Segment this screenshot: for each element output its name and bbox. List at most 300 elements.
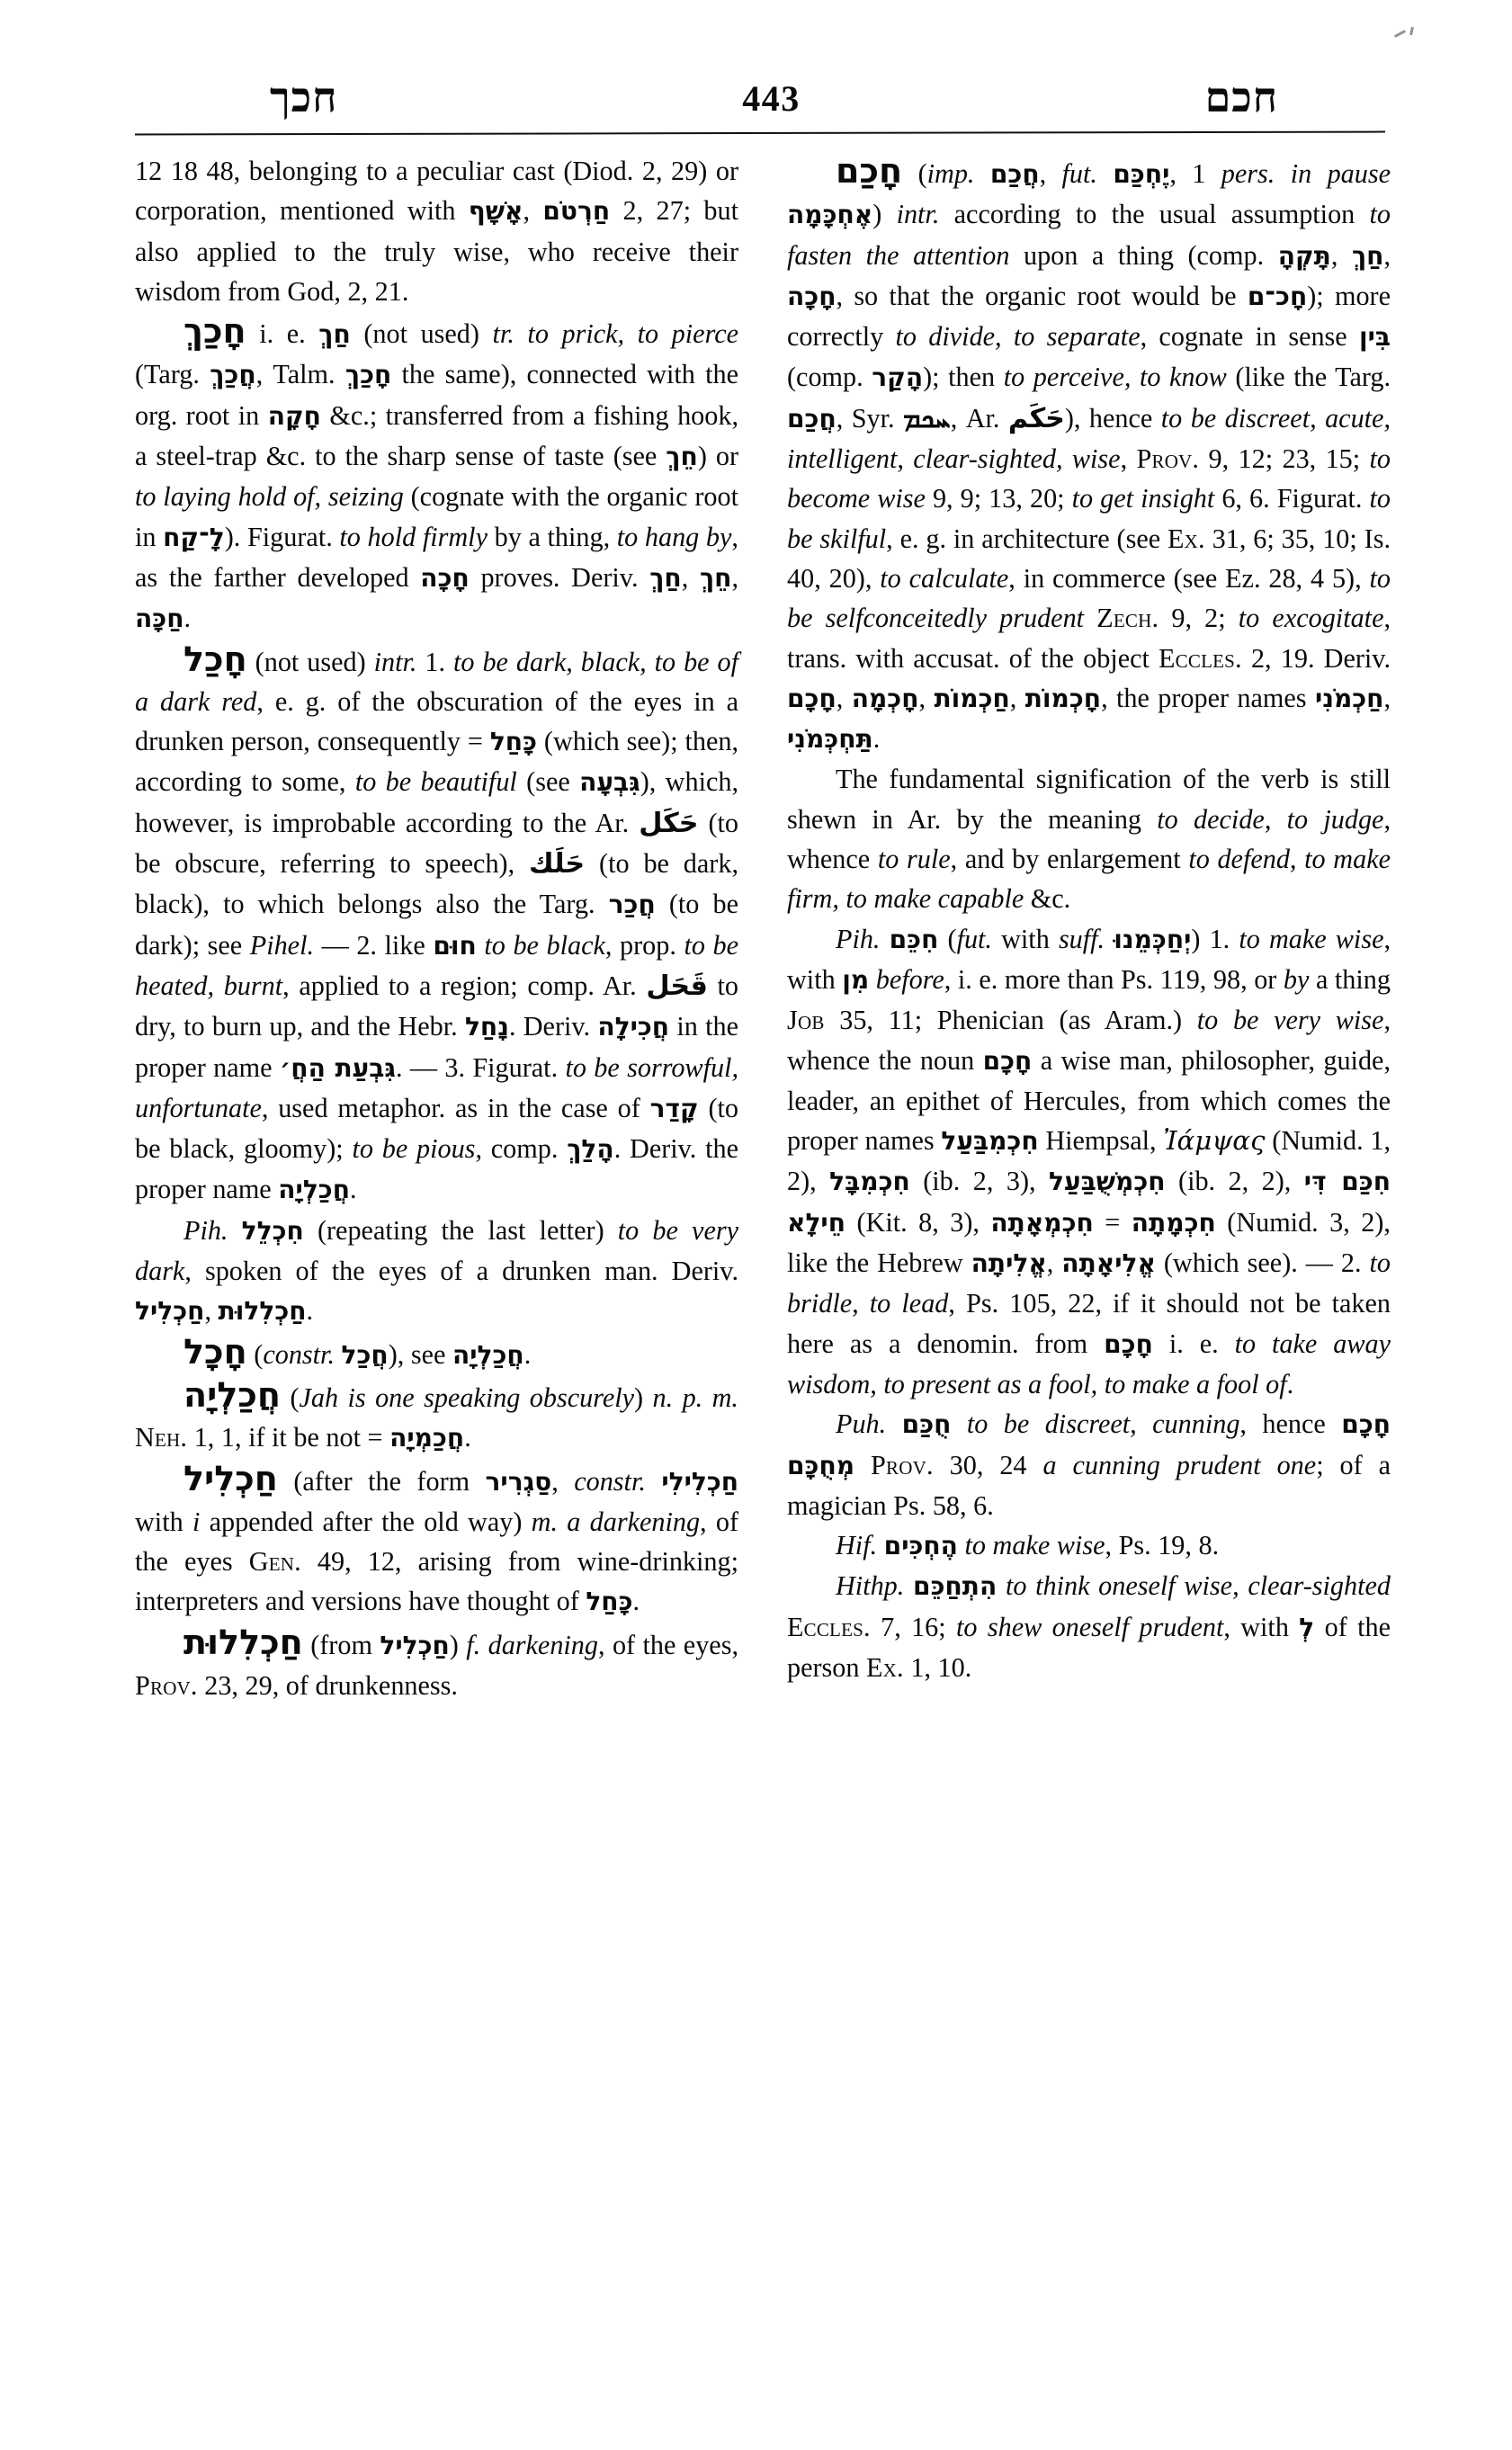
text-run: (see [516, 766, 580, 798]
hebrew-word: חֲכַךְ [210, 360, 256, 390]
scripture-reference: Job [787, 1005, 825, 1036]
italic-gloss: to calculate [880, 562, 1009, 594]
hebrew-word: חִכְלֵל [241, 1215, 304, 1246]
italic-gloss: Pihel. [249, 929, 315, 961]
italic-gloss: before [875, 963, 944, 995]
italic-gloss: to be heated, burnt [135, 929, 738, 1001]
entry-headword: חֲכַלְיָה [183, 1374, 282, 1415]
italic-gloss: to be dark, black, to be of a dark red [135, 646, 739, 717]
lexicon-paragraph [787, 919, 1391, 1405]
hebrew-word: חַכְלִלוּת [218, 1296, 307, 1327]
column-right [787, 151, 1391, 1705]
italic-gloss: fut. [1061, 158, 1097, 189]
entry-headword: חָכַם [836, 151, 903, 191]
text-run: , i. e. more than Ps. 119, 98, or [944, 963, 1284, 995]
italic-gloss: to excogitate [1238, 603, 1384, 634]
greek-word: Ἰάμψας [1163, 1125, 1266, 1157]
hebrew-word: הָלַךְ [567, 1134, 614, 1165]
hebrew-word: חֵךְ [699, 562, 732, 593]
hebrew-word: כָּחַל [586, 1587, 633, 1617]
text-run: to dry, to burn up, and the Hebr. [135, 970, 739, 1042]
hebrew-word: חָקָה [267, 400, 321, 431]
hebrew-word: חַכְלִיל [135, 1296, 205, 1327]
hebrew-word: לָ־קַח [163, 522, 225, 552]
italic-gloss: imp. [926, 158, 975, 189]
text-run [854, 1450, 871, 1480]
text-run: , [551, 1465, 575, 1497]
text-run: 35, 11; Phenician (as Aram.) [824, 1005, 1197, 1036]
hebrew-word: סַגְרִיר [485, 1466, 552, 1497]
lexicon-paragraph [135, 311, 738, 639]
text-run: . [306, 1295, 314, 1327]
hebrew-word: אָשָׁף [468, 196, 523, 227]
hebrew-word: חֲכִילָה [597, 1012, 670, 1042]
hebrew-word: גִּבְעָה [579, 767, 640, 798]
entry-headword: חָכַךְ [183, 311, 246, 352]
text-run: (Targ. [135, 359, 210, 390]
italic-gloss: to be discreet, acute, intelligent, clear-sighted, wise [787, 402, 1391, 475]
text-run: . [1286, 1368, 1294, 1399]
text-run: (repeating the last letter) [303, 1214, 618, 1246]
text-run: ( [938, 923, 957, 954]
text-run: , [731, 561, 739, 593]
text-run: with [991, 923, 1059, 954]
text-run: (ib. 2, 3), [909, 1166, 1049, 1197]
text-run: , and by enlargement [950, 844, 1189, 875]
text-run: (to be obscure, referring to speech), [135, 807, 738, 880]
text-run: (from [302, 1629, 380, 1660]
lexicon-paragraph [787, 1525, 1391, 1566]
lexicon-paragraph [787, 759, 1391, 918]
arabic-word: قَحَل [646, 970, 708, 1002]
text-run: , of the eyes, [598, 1629, 738, 1660]
text-run: (Numid. 3, 2), like the Hebrew [787, 1206, 1391, 1279]
italic-gloss: Jah is one speaking obscurely [299, 1381, 635, 1413]
italic-gloss: to shew oneself prudent [956, 1611, 1224, 1642]
arabic-word: حَكَل [639, 807, 699, 839]
hebrew-word: תָּקְהָ [1277, 240, 1331, 271]
text-run: &c. [1024, 883, 1071, 915]
hebrew-word: יֶחְכַּם [1113, 159, 1170, 189]
text-run: , [836, 682, 852, 713]
text-run: proves. Deriv. [469, 561, 650, 593]
text-run: ); then [923, 362, 1004, 393]
text-run: , [1330, 239, 1352, 271]
text-run: upon a thing (comp. [1009, 239, 1278, 271]
italic-gloss: to be pious [352, 1133, 476, 1165]
text-run [1084, 603, 1096, 633]
hebrew-word: חֲכַמְיָה [389, 1423, 465, 1453]
text-run: 9, 9; 13, 20; [925, 483, 1072, 514]
text-run: ( [902, 158, 927, 189]
entry-headword: חָכַל [183, 639, 247, 679]
text-run: (after the form [277, 1465, 486, 1497]
hebrew-word: חֻכַּם [901, 1409, 952, 1440]
hebrew-word: חַכְלִיל [380, 1630, 450, 1660]
hebrew-word: חַרְטֹם [542, 196, 611, 227]
hebrew-word: חֲכַלְיָה [452, 1339, 524, 1370]
text-body [135, 151, 1391, 1705]
text-run: , 1 [1169, 158, 1221, 189]
hebrew-word: חִכְמִבַּעַל [941, 1126, 1039, 1157]
text-run: (cognate with the organic root in [135, 481, 738, 552]
italic-gloss: to make wise [964, 1530, 1105, 1561]
text-run: 2, 19. Deriv. [1241, 642, 1391, 674]
text-run: , [1120, 443, 1137, 475]
running-head-left-catchword: חכך [270, 75, 338, 121]
running-head [135, 63, 1377, 119]
text-run: (ib. 2, 2), [1165, 1166, 1304, 1197]
italic-gloss: to take away wisdom, to present as a fool, to make a fool of [787, 1328, 1391, 1399]
text-run: . Deriv. the proper name [135, 1133, 739, 1205]
hebrew-word: חֲכַל [341, 1339, 389, 1370]
text-run: The fundamental signification of the verb is still shewn in Ar. by the meaning [787, 764, 1391, 835]
hebrew-word: לְ [1299, 1612, 1315, 1642]
text-run: ), which, however, is improbable according to the Ar. [135, 766, 739, 838]
italic-gloss: to be skilful [787, 483, 1391, 554]
hebrew-word: הִתְחַכֵּם [913, 1571, 998, 1602]
hebrew-word: הֶחְכִּים [883, 1531, 958, 1561]
text-run: (comp. [787, 362, 872, 393]
hebrew-word: נָחַל [464, 1012, 509, 1042]
text-run [869, 964, 876, 995]
text-run: — 2. like [314, 929, 434, 961]
italic-gloss: to get insight [1071, 483, 1215, 514]
entry-headword: חַכְלִיל [183, 1458, 278, 1498]
text-run [886, 1408, 901, 1439]
text-run: , of the eyes [135, 1506, 739, 1578]
italic-gloss: Hif. [836, 1530, 878, 1561]
text-run: i. e. [246, 318, 319, 350]
hebrew-word: חֵךְ [666, 442, 698, 472]
hebrew-word: חַךְ [318, 319, 351, 350]
text-run: , Ps. 105, 22, if it should not be taken here as a denomin. from [787, 1288, 1391, 1359]
scripture-reference: Ex. [1168, 523, 1205, 554]
hebrew-word: חִכְמְאָתָה [990, 1207, 1094, 1238]
italic-gloss: to be very wise [1196, 1005, 1384, 1036]
lexicon-paragraph [135, 1375, 738, 1459]
hebrew-word: חָכָם [1104, 1328, 1153, 1359]
italic-gloss: tr. to prick, to pierce [492, 318, 738, 350]
hebrew-word: אֶחְכָּמָה [787, 200, 873, 230]
text-run: , whence [787, 803, 1391, 875]
text-run: , Ar. [950, 402, 1008, 434]
hebrew-word: גִּבְעַת הַחֲ׳ [279, 1052, 396, 1083]
text-run: (which see). — 2. [1155, 1247, 1370, 1279]
text-run [951, 1408, 966, 1439]
lexicon-paragraph [135, 1623, 738, 1706]
italic-gloss: intr. [373, 646, 417, 677]
text-run: . [523, 1338, 532, 1370]
hebrew-word: חָכַךְ [344, 360, 392, 390]
header-rule [135, 131, 1385, 136]
text-run: 1. [416, 646, 454, 677]
text-run [877, 1530, 884, 1560]
text-run: ) or [697, 441, 739, 472]
text-run: (Kit. 8, 3), [845, 1206, 991, 1238]
hebrew-word: חוּם [433, 930, 477, 961]
hebrew-word: חַכָּה [135, 604, 184, 634]
italic-gloss: Hithp. [836, 1570, 905, 1602]
scripture-reference: Ex. [866, 1651, 904, 1683]
italic-gloss: constr. [263, 1338, 335, 1370]
hebrew-word: אֱלִיאָתָה [1061, 1248, 1156, 1279]
text-run: (Numid. 1, 2), [787, 1125, 1391, 1197]
italic-gloss: to laying hold of, seizing [135, 481, 404, 513]
lexicon-paragraph [135, 151, 738, 311]
text-run: ), see [388, 1338, 452, 1370]
text-run: in the proper name [135, 1011, 738, 1083]
entry-headword: חָכָל [183, 1331, 247, 1372]
scripture-reference: Prov. [135, 1669, 198, 1701]
text-run: , cognate in sense [1140, 321, 1359, 353]
text-run: 6, 6. Figurat. [1214, 483, 1370, 514]
lexicon-paragraph [787, 1566, 1391, 1687]
scripture-reference: Prov. [1136, 443, 1200, 475]
text-run: . Deriv. [508, 1011, 598, 1042]
text-run: , used metaphor. as in the case of [261, 1092, 650, 1123]
entry-headword: חַכְלִלוּת [183, 1622, 303, 1662]
page-number: 443 [742, 78, 801, 119]
text-run: ) [449, 1629, 467, 1660]
hebrew-word: חִכֵּם [889, 924, 939, 954]
italic-gloss: to be selfconceitedly prudent [787, 562, 1391, 634]
hebrew-word: חֲכַם [989, 159, 1040, 189]
italic-gloss: by [1283, 963, 1310, 995]
text-run [997, 1570, 1006, 1601]
hebrew-word: חַךְ [649, 562, 682, 593]
text-run: 30, 24 [933, 1449, 1043, 1480]
hebrew-word: חָכְמָה [851, 683, 919, 713]
text-run: , [204, 1295, 219, 1327]
text-run: , [1383, 682, 1391, 713]
italic-gloss: n. p. m. [652, 1381, 738, 1413]
text-run: , e. g. of the obscuration of the eyes in a drunken person, consequently = [135, 685, 738, 757]
text-run: , in commerce (see Ez. 28, 4 5), [1008, 562, 1370, 594]
hebrew-word: חִכַּם דִּי חֵילָא [787, 1167, 1391, 1238]
scan-artifact-mark [1394, 30, 1406, 38]
arabic-word: حَكَم [1007, 402, 1065, 434]
text-run: with [135, 1506, 192, 1537]
text-run: (to be dark); see [135, 889, 738, 961]
text-run: . [350, 1174, 357, 1205]
text-run: , spoken of the eyes of a drunken man. Deriv. [184, 1256, 738, 1287]
scripture-reference: Gen. [248, 1546, 301, 1578]
hebrew-word: חָכָם [787, 683, 837, 713]
hebrew-word: חָכָם מְחֻכָּם [787, 1409, 1391, 1480]
text-run: by a thing, [487, 521, 617, 552]
text-run: (to be black, gloomy); [135, 1092, 738, 1165]
scripture-reference: Neh. [135, 1422, 188, 1453]
text-run: , prop. [604, 929, 684, 961]
italic-gloss: to decide, to judge [1157, 803, 1384, 835]
scripture-reference: Eccles. [787, 1611, 871, 1642]
text-run: 31, 6; 35, 10; Is. 40, 20), [787, 523, 1391, 594]
hebrew-word: מִן [842, 964, 870, 995]
hebrew-word: חָכ־ם [1247, 281, 1308, 311]
scripture-reference: Eccles. [1159, 642, 1242, 674]
italic-gloss: i [192, 1506, 201, 1537]
italic-gloss: to defend, to make firm, to make capable [787, 844, 1391, 915]
hebrew-word: חֲכַם [787, 403, 837, 434]
hebrew-word: חַכְמֹנִי [1314, 683, 1384, 713]
text-run: 9, 2; [1159, 603, 1239, 634]
text-run: , [681, 561, 700, 593]
italic-gloss: intr. [896, 199, 940, 230]
text-run: ( [281, 1381, 300, 1413]
text-run: , trans. with accusat. of the object [787, 603, 1391, 674]
text-run: 1, 1, if it be not = [187, 1422, 390, 1453]
lexicon-paragraph [135, 1211, 738, 1332]
column-left [135, 151, 738, 1705]
text-run: , Talm. [255, 359, 345, 390]
text-run [958, 1530, 965, 1560]
hebrew-word: חַכְלִילִי [661, 1466, 739, 1497]
italic-gloss: f. darkening [466, 1629, 598, 1660]
text-run: , [523, 195, 543, 227]
lexicon-paragraph [787, 1404, 1391, 1525]
text-run: 23, 29, of drunkenness. [197, 1669, 458, 1701]
text-run: (like the Targ. [1226, 362, 1391, 393]
italic-gloss: a cunning prudent one [1042, 1449, 1317, 1480]
hebrew-word: חֲכַלְיָה [278, 1175, 351, 1205]
scripture-reference: Prov. [871, 1449, 934, 1480]
hebrew-word: תַּחְכְּמֹנִי [787, 724, 873, 755]
text-run: the same), connected with the org. root in [135, 359, 738, 431]
text-run: , whence the noun [787, 1005, 1391, 1076]
text-run: , as the farther developed [135, 521, 738, 593]
text-run: ) 1. [1191, 923, 1239, 954]
italic-gloss: fut. [956, 923, 992, 954]
hebrew-word: בִּין [1358, 322, 1391, 353]
text-run [335, 1339, 342, 1370]
text-run [1097, 158, 1113, 189]
text-run: , [1383, 239, 1391, 271]
text-run [880, 924, 889, 954]
text-run: , [918, 682, 935, 713]
italic-gloss: constr. [574, 1465, 646, 1497]
lexicon-paragraph [787, 151, 1391, 759]
text-run: 49, 12, arising from wine-drinking; interpreters and versions have thought of [135, 1546, 738, 1617]
text-run: , the proper names [1101, 682, 1315, 713]
text-run: 12 18 48, belonging to a peculiar cast (Diod. 2, 29) or corporation, mentioned with [135, 156, 738, 227]
text-run: = [1093, 1206, 1132, 1238]
text-run: ) [872, 199, 897, 230]
syriac-word: ܚܟܡ [903, 402, 951, 434]
hebrew-word: כָּחַל [489, 727, 537, 757]
text-run: a thing [1309, 963, 1391, 995]
italic-gloss: to think oneself wise, clear-sighted [1005, 1570, 1391, 1602]
text-run: , applied to a region; comp. Ar. [282, 970, 647, 1001]
italic-gloss: Pih. [183, 1214, 228, 1246]
italic-gloss: Pih. [836, 923, 881, 954]
hebrew-word: חָכָם [982, 1045, 1033, 1076]
text-run: , hence [1239, 1408, 1342, 1440]
italic-gloss: pers. in pause [1221, 158, 1391, 189]
text-run: (to be dark, black), to which belongs also the Targ. [135, 848, 738, 920]
text-run: of the person [787, 1611, 1391, 1683]
italic-gloss: to rule [877, 844, 951, 875]
text-run: according to the usual assumption [939, 199, 1370, 230]
italic-gloss: to hang by [616, 521, 732, 552]
italic-gloss: to be very dark [135, 1214, 738, 1287]
italic-gloss: to perceive, to know [1003, 362, 1227, 393]
text-run: , e. g. in architecture (see [886, 523, 1168, 554]
hebrew-word: חָכָה [787, 281, 837, 311]
text-run: . [464, 1422, 471, 1453]
italic-gloss: to make wise [1239, 923, 1384, 954]
italic-gloss: to hold firmly [339, 521, 488, 552]
text-run: ). Figurat. [224, 521, 340, 552]
text-run [904, 1570, 913, 1601]
hebrew-word: חִכְמִבָּל [829, 1167, 910, 1197]
text-run [228, 1215, 241, 1246]
hebrew-word: חַכְמוֹת [934, 683, 1010, 713]
text-run: 7, 16; [870, 1611, 957, 1642]
hebrew-word: חֲכַר [608, 890, 656, 920]
text-run: ( [246, 1338, 264, 1370]
hebrew-word: חָכְמוֹת [1024, 683, 1102, 713]
text-run: , Syr. [836, 402, 904, 434]
text-run: ) [634, 1381, 653, 1413]
text-run: . [183, 603, 192, 634]
italic-gloss: to bridle, to lead [787, 1247, 1391, 1319]
text-run: Hiempsal, [1038, 1125, 1164, 1157]
text-run: . [872, 723, 881, 755]
hebrew-word: אֱלִיתָה [971, 1248, 1047, 1279]
text-run: , so that the organic root would be [836, 280, 1248, 311]
hebrew-word: חִכְמָתָה [1131, 1207, 1216, 1238]
text-run: , Ps. 19, 8. [1105, 1530, 1220, 1561]
text-run: (not used) [350, 318, 493, 350]
text-run: ), hence [1064, 402, 1161, 434]
text-run: . [632, 1586, 640, 1617]
italic-gloss: suff. [1058, 923, 1105, 954]
text-run: 1, 10. [903, 1651, 972, 1683]
hebrew-word: הָקַר [872, 362, 924, 393]
hebrew-word: יְחַכְּמֵנוּ [1114, 924, 1192, 954]
italic-gloss: to be beautiful [354, 766, 517, 798]
lexicon-paragraph [135, 639, 738, 1211]
text-run: a wise man, philosopher, guide, leader, an epithet of Hercules, from which comes the proper names [787, 1044, 1391, 1157]
italic-gloss: to divide, to separate [895, 321, 1141, 353]
scan-artifact-mark [1409, 27, 1414, 35]
text-run: 9, 12; 23, 15; [1199, 443, 1370, 475]
lexicon-paragraph [135, 1459, 738, 1623]
text-run: . — 3. Figurat. [395, 1051, 566, 1083]
text-run: appended after the old way) [200, 1506, 532, 1537]
italic-gloss: to be discreet, cunning [966, 1408, 1240, 1440]
text-run: ); more correctly [787, 280, 1391, 353]
text-run: (not used) [246, 646, 374, 677]
italic-gloss: to be black [484, 929, 605, 961]
hebrew-word: חִכְמְשֻׁבַּעַל [1049, 1167, 1166, 1197]
running-head-right-catchword: חכם [1204, 75, 1278, 121]
text-run: (which see); then, according to some, [135, 726, 738, 798]
text-run: &c.; transferred from a fishing hook, a steel-trap &c. to the sharp sense of taste (see [135, 399, 738, 472]
italic-gloss: to fasten the attention [787, 199, 1391, 271]
lexicon-paragraph [135, 1332, 738, 1375]
hebrew-word: קָדַר [649, 1093, 699, 1123]
italic-gloss: to be sorrowful, unfortunate [135, 1051, 738, 1123]
italic-gloss: Puh. [836, 1408, 887, 1440]
text-run: ; of a magician Ps. 58, 6. [787, 1449, 1391, 1521]
text-run [1105, 924, 1114, 954]
arabic-word: حَلَك [529, 848, 586, 881]
text-run [646, 1466, 661, 1497]
text-run [974, 158, 989, 189]
text-run: , with [1223, 1611, 1300, 1642]
